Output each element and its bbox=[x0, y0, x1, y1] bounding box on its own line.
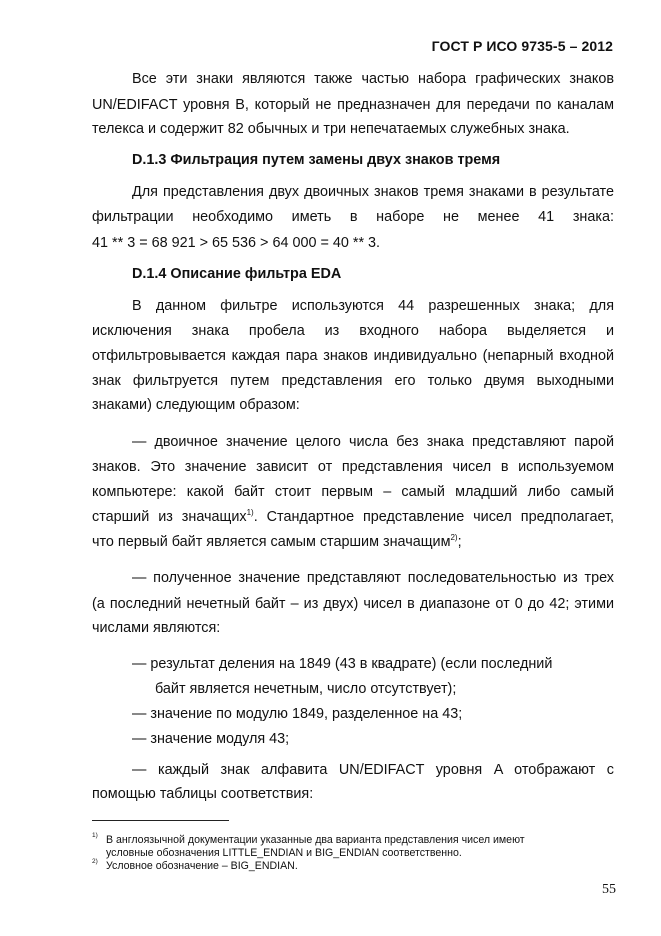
para1-line-2: UN/EDIFACT уровня B, который не предназначен для передачи по каналам bbox=[92, 97, 614, 113]
page-number: 55 bbox=[602, 882, 616, 897]
item1-line-5-text-a: что первый байт является самым старшим значащим bbox=[92, 534, 451, 550]
footnote-2-mark: 2) bbox=[92, 858, 98, 865]
item2-line-3: числами являются: bbox=[92, 620, 221, 636]
item3-line-2: помощью таблицы соответствия: bbox=[92, 786, 314, 802]
para1-line-3: телекса и содержит 82 обычных и три непечатаемых служебных знака. bbox=[92, 121, 570, 137]
item1-line-1: — двоичное значение целого числа без знака представляют парой bbox=[132, 434, 614, 450]
item1-line-5 bbox=[92, 532, 462, 552]
footnote-ref-1: 1) bbox=[246, 508, 254, 517]
para2-line-1: Для представления двух двоичных знаков тремя знаками в результате bbox=[132, 184, 614, 200]
footnote-1-line-1: В англоязычной документации указанные два варианта представления чисел имеют bbox=[106, 834, 525, 846]
para2-line-2: фильтрации необходимо иметь в наборе не менее 41 знака: bbox=[92, 209, 614, 225]
item3-line-1: — каждый знак алфавита UN/EDIFACT уровня A отображают с bbox=[132, 762, 614, 778]
footnote-2-line-1: Условное обозначение – BIG_ENDIAN. bbox=[106, 860, 298, 872]
para3-line-1: В данном фильтре используются 44 разрешенных знака; для bbox=[132, 298, 614, 314]
footnote-1-line-2: условные обозначения LITTLE_ENDIAN и BIG_ENDIAN соответственно. bbox=[106, 847, 462, 859]
footnote-separator bbox=[92, 820, 229, 821]
item2-line-2: (а последний нечетный байт – из двух) чисел в диапазоне от 0 до 42; этими bbox=[92, 596, 614, 612]
para3-line-4: знак фильтруется путем представления его только двумя выходными bbox=[92, 373, 614, 389]
footnote-1 bbox=[92, 832, 98, 845]
para2-line-3: 41 ** 3 = 68 921 > 65 536 > 64 000 = 40 ** 3. bbox=[92, 235, 381, 251]
section-heading-d13: D.1.3 Фильтрация путем замены двух знаков тремя bbox=[132, 152, 501, 168]
item1-line-2: знаков. Это значение зависит от представления чисел в используемом bbox=[92, 459, 614, 475]
document-header: ГОСТ Р ИСО 9735-5 – 2012 bbox=[431, 38, 613, 54]
item1-line-4 bbox=[92, 507, 614, 527]
subitem-3: — значение модуля 43; bbox=[132, 731, 290, 747]
footnote-2 bbox=[92, 858, 98, 871]
footnote-1-mark: 1) bbox=[92, 832, 98, 839]
subitem-2: — значение по модулю 1849, разделенное на 43; bbox=[132, 706, 463, 722]
para3-line-5: знаками) следующим образом: bbox=[92, 397, 300, 413]
section-heading-d14: D.1.4 Описание фильтра EDA bbox=[132, 266, 342, 282]
item1-line-4-text-a: старший из значащих bbox=[92, 509, 247, 525]
item2-line-1: — полученное значение представляют последовательностью из трех bbox=[132, 570, 614, 586]
footnote-ref-2: 2) bbox=[450, 533, 458, 542]
subitem-1-line-1: — результат деления на 1849 (43 в квадрате) (если последний bbox=[132, 656, 553, 672]
item1-line-5-text-b: ; bbox=[457, 534, 462, 550]
subitem-1-line-2: байт является нечетным, число отсутствует); bbox=[155, 681, 457, 697]
item1-line-4-text-b: . Стандартное представление чисел предполагает, bbox=[253, 509, 614, 525]
para3-line-3: отфильтровывается каждая пара знаков индивидуально (непарный входной bbox=[92, 348, 614, 364]
para3-line-2: исключения знака пробела из входного набора выделяется и bbox=[92, 323, 614, 339]
item1-line-3: компьютере: какой байт стоит первым – самый младший либо самый bbox=[92, 484, 614, 500]
para1-line-1: Все эти знаки являются также частью набора графических знаков bbox=[132, 71, 614, 87]
